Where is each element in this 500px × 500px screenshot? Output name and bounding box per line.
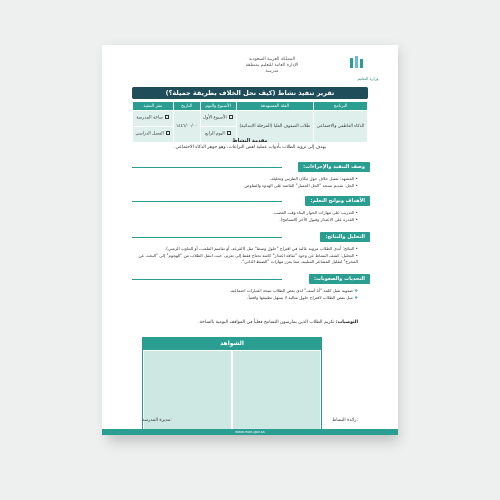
- principal-signature: مديرة المدرسة:: [142, 418, 172, 423]
- list-item: • الحل: تقديم نسخة "الحل الجميل" القائمة على الهدوء والتفاوض.: [138, 183, 358, 190]
- section-divider: [132, 279, 282, 280]
- logo-icon: [348, 56, 366, 70]
- evidence-photo-slot[interactable]: [232, 350, 321, 432]
- recommendations-label: التوصيات:: [335, 320, 358, 325]
- report-title: تقرير تنفيذ نشاط (كيف نحل الخلاف بطريقة جميلة؟): [132, 87, 368, 99]
- cell-location-2: الفصل الدراسي: [133, 127, 174, 143]
- ministry-logo: [348, 55, 388, 85]
- header-line-3: مدرسة: [265, 69, 279, 74]
- intro-text: يهدف إلى تزويد الطلاب بأدوات عملية لفض النزاعات، وهو جوهر الذكاء الاجتماعي.: [174, 145, 326, 150]
- section-execution-list: [138, 176, 358, 189]
- leader-signature: رائدة النشاط:: [332, 418, 358, 423]
- list-item: • المشهد: تمثيل خلاف حول مكان الطرس وتحليله.: [138, 176, 358, 183]
- info-table: [132, 101, 368, 143]
- section-analysis-title: التحليل والنتائج:: [320, 232, 370, 242]
- evidence-title: الشواهد: [143, 338, 321, 350]
- checkbox-icon[interactable]: [229, 115, 233, 119]
- section-divider: [132, 201, 282, 202]
- checkbox-icon[interactable]: [165, 115, 169, 119]
- header-program: البرنامج: [314, 102, 368, 111]
- cell-week: الأسبوع الأول: [200, 111, 236, 127]
- list-item: • التحليل: كشف النشاط عن وجود "ثقافة اعتذار" كامنة تحتاج فقط إلى تعزيز، حيث انتقل الطلاب من "الهجوم" إلى "البحث عن المخرج" لتقليل المشاعر السلبية، مما يعزز مهارات "الضبط الذاتي".: [138, 253, 358, 266]
- header-line-1: المملكة العربية السعودية: [248, 57, 296, 62]
- section-goals-title: الأهداف ونواتج التعلم:: [305, 196, 370, 206]
- cell-program: الذكاء العاطفي والاجتماعي: [314, 111, 368, 143]
- document-page: [102, 45, 398, 435]
- section-execution-title: وصف التنفيذ والإجراءات:: [298, 162, 370, 172]
- checkbox-icon[interactable]: [166, 131, 170, 135]
- header-block: [212, 57, 332, 75]
- intro-title: مقدمة النشاط: [232, 138, 268, 144]
- list-item: • التدريب على مهارات الحوار البناء وقت الغضب.: [138, 210, 358, 217]
- recommendations-text: تكريم الطلاب الذين يمارسون التسامح فعلياً في المواقف اليومية بالساحة.: [198, 320, 335, 325]
- section-challenges-title: التحديات والصعوبات:: [309, 274, 370, 284]
- list-item: • القدرة على الاعتذار وقبول الآخر (التسامح).: [138, 217, 358, 224]
- cell-date: ١٤٤٦/٠٠/٠٠: [173, 111, 200, 143]
- header-location: مقر التنفيذ: [133, 102, 174, 111]
- section-divider: [132, 167, 282, 168]
- list-item: ❖ ميل بعض الطلاب لاقتراح حلول مثالية لا يسهل تطبيقها واقعياً.: [138, 295, 358, 302]
- list-item: • النتائج: أبدى الطلاب مرونة عالية في اقتراح "حلول وسط" مثل (القرعة، أو تقاسم الملعب، أو التناوب الزمني).: [138, 246, 358, 253]
- section-divider: [132, 237, 282, 238]
- recommendations: [138, 320, 358, 325]
- logo-text: وزارة التعليم: [357, 76, 379, 81]
- header-date: التاريخ: [173, 102, 200, 111]
- header-week-day: الأسبوع واليوم: [200, 102, 236, 111]
- cell-location-1: ساحة المدرسة: [133, 111, 174, 127]
- footer-bar: www.moe.gov.sa: [102, 429, 398, 435]
- section-challenges-list: [138, 288, 358, 301]
- header-target: الفئة المستهدفة: [236, 102, 314, 111]
- header-line-2: الإدارة العامة للتعليم بمنطقة: [245, 63, 299, 68]
- section-analysis-list: [138, 246, 358, 266]
- checkbox-icon[interactable]: [227, 131, 231, 135]
- cell-day: اليوم الرابع: [200, 127, 236, 143]
- list-item: ❖ صعوبة تقبل كلمة "أنا آسف" لدى بعض الطلاب نتيجة اعتبارات اجتماعية.: [138, 288, 358, 295]
- section-goals-list: [138, 210, 358, 223]
- cell-target: طلاب الصفوف العليا (المرحلة الابتدائية): [236, 111, 314, 143]
